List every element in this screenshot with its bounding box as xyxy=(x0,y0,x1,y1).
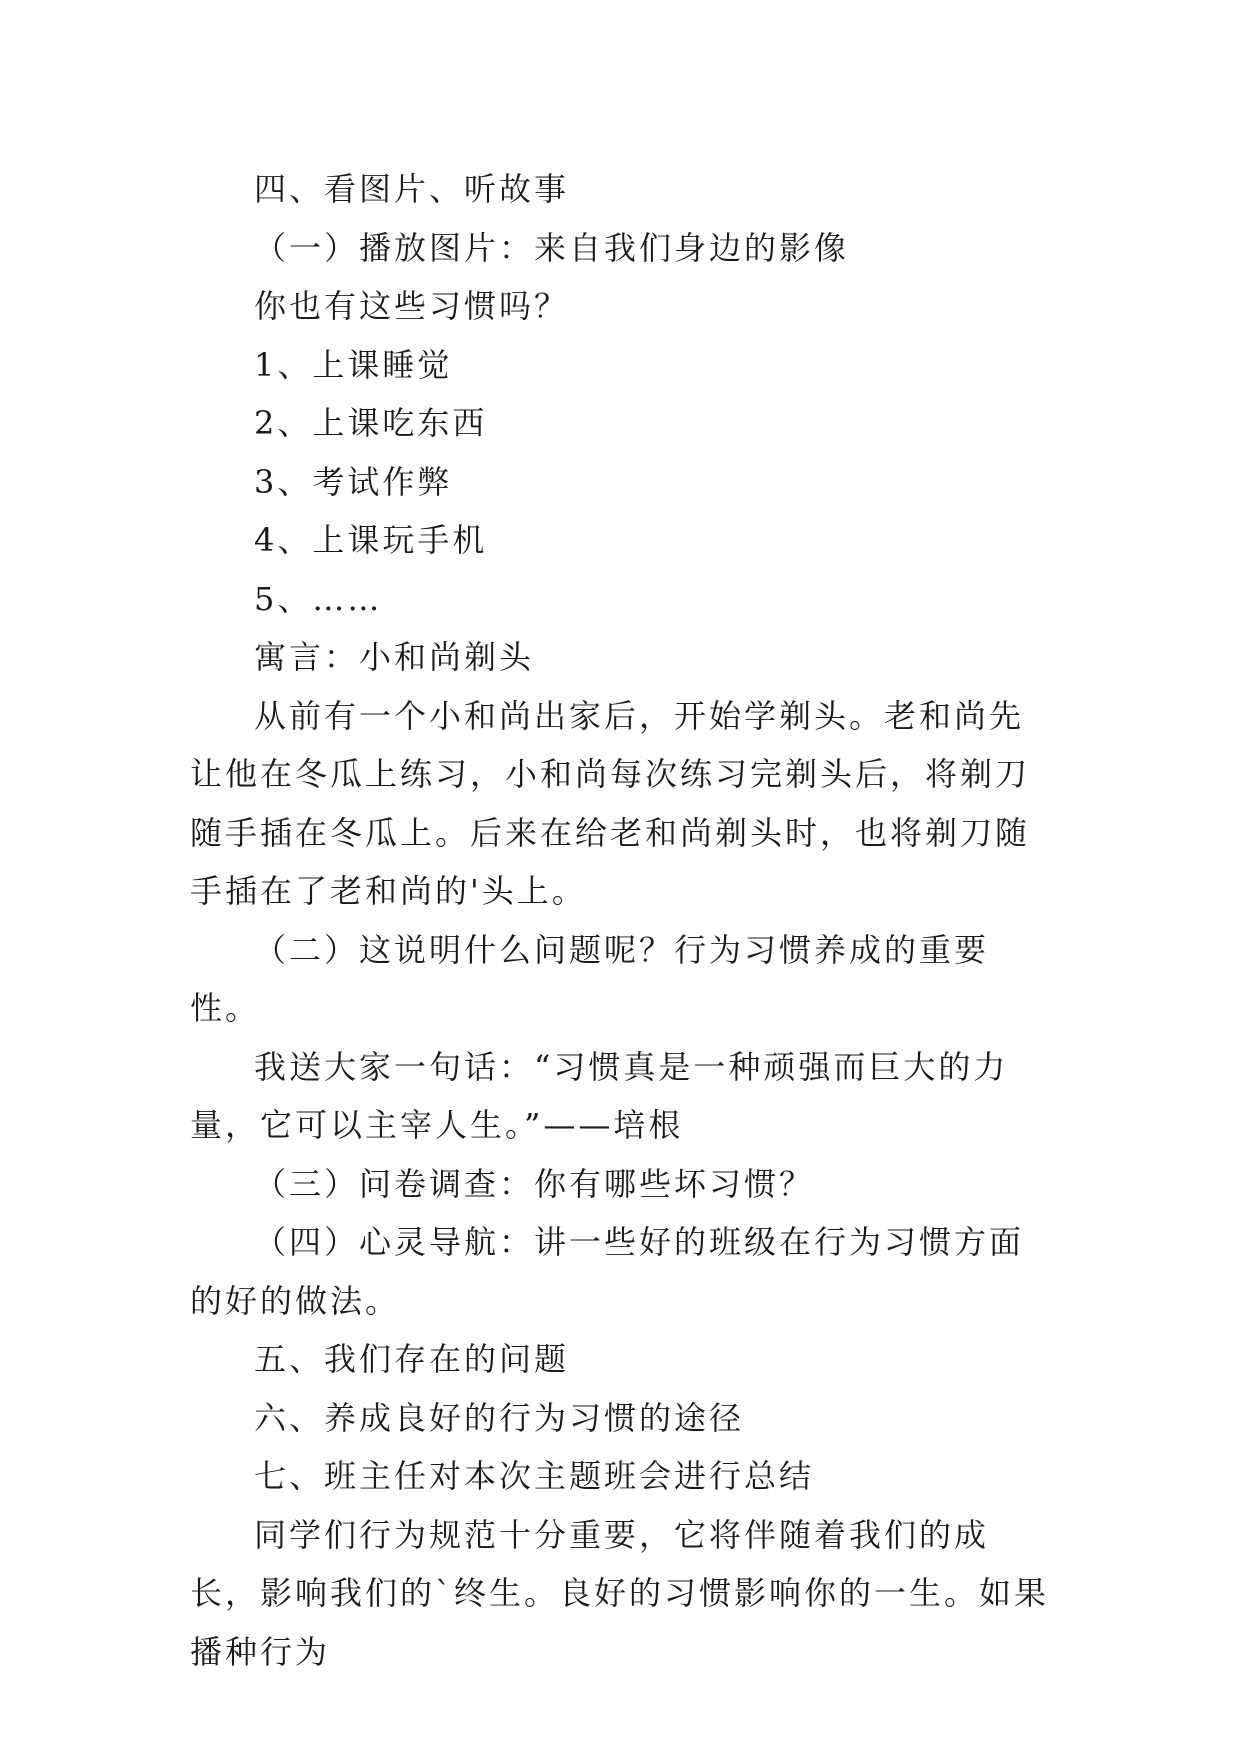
section-heading-7: 七、班主任对本次主题班会进行总结 xyxy=(254,1457,815,1495)
section-heading-4: 四、看图片、听故事 xyxy=(254,170,570,208)
section-heading-5: 五、我们存在的问题 xyxy=(254,1340,570,1378)
subsection-4: （四）心灵导航：讲一些好的班级在行为习惯方面的好的做法。 xyxy=(190,1223,1025,1320)
subsection-3: （三）问卷调查：你有哪些坏习惯？ xyxy=(254,1164,815,1203)
section-heading-6: 六、养成良好的行为习惯的途径 xyxy=(254,1398,745,1437)
question-text: 你也有这些习惯吗？ xyxy=(254,287,570,325)
fable-title: 寓言：小和尚剃头 xyxy=(254,638,535,676)
quote-paragraph: 我送大家一句话：“习惯真是一种顽强而巨大的力量，它可以主宰人生。”——培根 xyxy=(190,1047,1009,1144)
list-item: 2、上课吃东西 xyxy=(254,404,488,442)
fable-body: 从前有一个小和尚出家后，开始学剃头。老和尚先让他在冬瓜上练习，小和尚每次练习完剃头后，将剃刀随手插在冬瓜上。后来在给老和尚剃头时，也将剃刀随手插在了老和尚的'头上。 xyxy=(190,696,1031,910)
list-item: 5、…… xyxy=(254,579,383,618)
list-item: 4、上课玩手机 xyxy=(254,521,488,559)
list-item: 1、上课睡觉 xyxy=(254,345,453,384)
subsection-1: （一）播放图片：来自我们身边的影像 xyxy=(254,228,850,267)
subsection-2: （二）这说明什么问题呢？行为习惯养成的重要性。 xyxy=(190,930,990,1027)
list-item: 3、考试作弊 xyxy=(254,462,453,501)
summary-paragraph: 同学们行为规范十分重要，它将伴随着我们的成长，影响我们的`终生。良好的习惯影响你的一生。如果播种行为 xyxy=(190,1515,1050,1671)
document-body xyxy=(190,160,1050,1681)
